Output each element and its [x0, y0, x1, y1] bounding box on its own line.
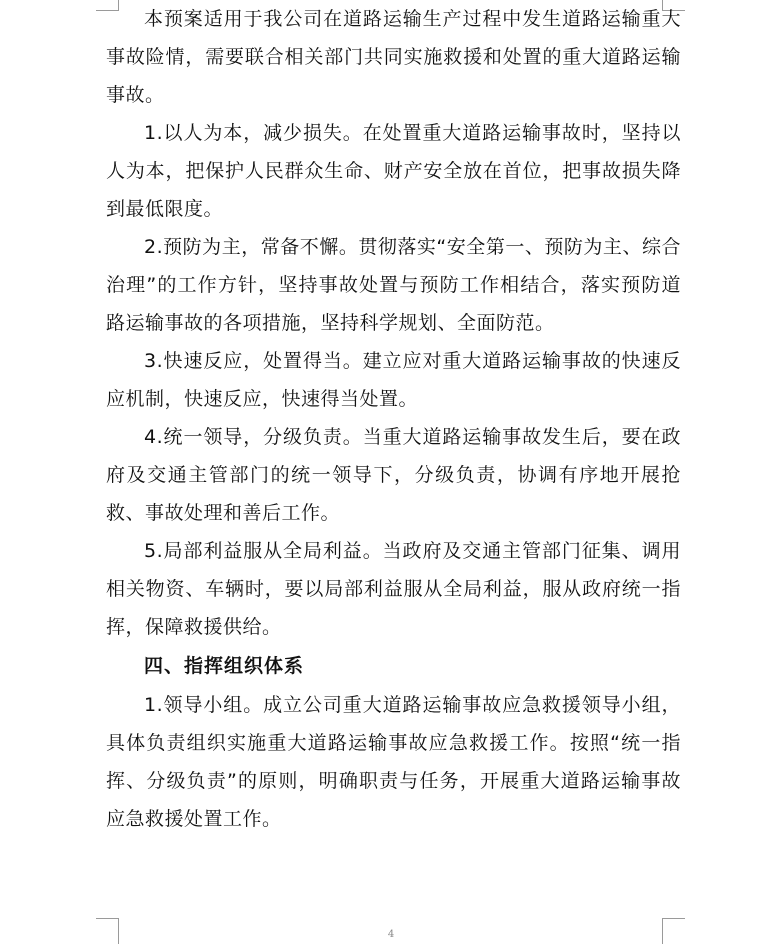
paragraph-principle-2: 2.预防为主，常备不懈。贯彻落实“安全第一、预防为主、综合治理”的工作方针，坚持事故处置与预防工作相结合，落实预防道路运输事故的各项措施，坚持科学规划、全面防范。 — [106, 236, 681, 334]
paragraph-principle-1: 1.以人为本，减少损失。在处置重大道路运输事故时，坚持以人为本，把保护人民群众生命、财产安全放在首位，把事故损失降到最低限度。 — [106, 122, 681, 220]
paragraph-leadership-group: 1.领导小组。成立公司重大道路运输事故应急救援领导小组，具体负责组织实施重大道路运输事故应急救援工作。按照“统一指挥、分级负责”的原则，明确职责与任务，开展重大道路运输事故应急救援处置工作。 — [106, 694, 681, 830]
section-heading: 四、指挥组织体系 — [144, 655, 305, 677]
paragraph-principle-5: 5.局部利益服从全局利益。当政府及交通主管部门征集、调用相关物资、车辆时，要以局部利益服从全局利益，服从政府统一指挥，保障救援供给。 — [106, 540, 681, 638]
paragraph-scope: 本预案适用于我公司在道路运输生产过程中发生道路运输重大事故险情，需要联合相关部门共同实施救援和处置的重大道路运输事故。 — [106, 8, 681, 106]
paragraph-principle-4: 4.统一领导，分级负责。当重大道路运输事故发生后，要在政府及交通主管部门的统一领导下，分级负责，协调有序地开展抢救、事故处理和善后工作。 — [106, 426, 681, 524]
paragraph-principle-3: 3.快速反应，处置得当。建立应对重大道路运输事故的快速反应机制，快速反应，快速得当处置。 — [106, 350, 681, 410]
document-body — [106, 0, 681, 838]
page-number: 4 — [387, 929, 395, 940]
